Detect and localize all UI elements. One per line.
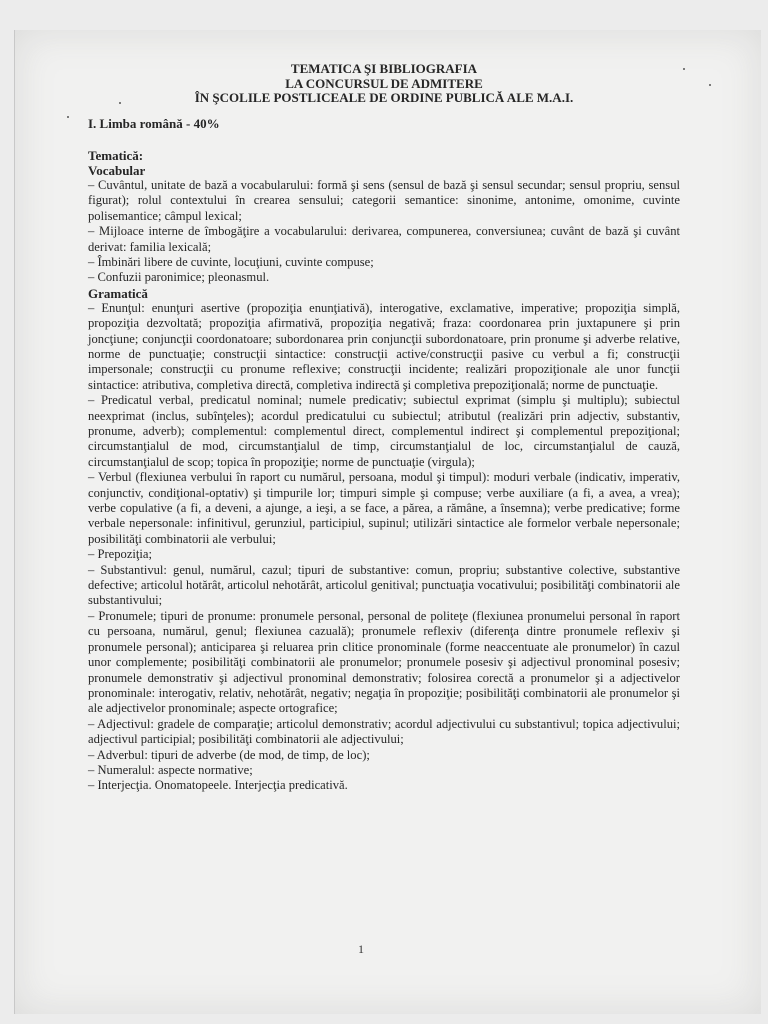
scan-speck (709, 84, 711, 86)
page-number: 1 (358, 942, 364, 956)
tematica-label: Tematică: (88, 147, 144, 163)
document-body (88, 62, 680, 794)
vocabular-item: – Confuzii paronimice; pleonasmul. (88, 270, 270, 285)
gramatica-item: – Prepoziţia; (88, 547, 153, 562)
gramatica-item: – Enunţul: enunţuri asertive (propoziţia enunţiativă), interogative, exclamative, imperative; propoziţia simplă, propoziţia dezvoltată; propoziţia afirmativă, propoziţia negativă; fraza: coordonarea prin juxtapunere şi prin joncţiune; conjuncţii coordonatoare; subordonarea prin conjuncţii subordonatoare, prin pronume şi adverbe relative, norme de punctuaţie; construcţii sintactice: construcţii active/construcţii pasive cu verbul a fi; construcţii impersonale; construcţii cu pronume reflexive; construcţii incidente; realizări propoziţionale ale unor funcţii sintactice: atributiva, completiva directă, completiva indirectă şi completiva prepoziţională; norme de punctuaţie. (88, 300, 680, 392)
vocabular-item: – Îmbinări libere de cuvinte, locuţiuni, cuvinte compuse; (88, 254, 374, 269)
gramatica-item: – Pronumele; tipuri de pronume: pronumele personal, personal de politeţe (flexiunea pronumelui personal în raport cu persoana, numărul, genul; flexiunea cazuală); pronumele reflexiv (diferenţa dintre pronumele reflexiv şi pronumele personal); anticiparea şi reluarea prin clitice pronominale (forme neaccentuate ale pronumelor) în cazul unor complemente; posibilităţi combinatorii ale pronumelor; pronumele posesiv şi adjectivul pronominal posesiv; pronumele demonstrativ şi adjectivul pronominal demonstrativ; folosirea corectă a pronumelor şi a adjectivelor pronominale: interogativ, relativ, nehotărât, negativ; negaţia în propoziţie; posibilităţi combinatorii ale pronumelor şi ale adjectivelor pronominale; aspecte ortografice; (88, 608, 680, 716)
scan-speck (683, 68, 685, 70)
gramatica-item: – Verbul (flexiunea verbului în raport cu numărul, persoana, modul şi timpul): moduri verbale (indicativ, imperativ, conjunctiv, condiţional-optativ) şi timpurile lor; timpuri simple şi compuse; verbe auxiliare (a fi, a avea, a vrea); verbe copulative (a fi, a deveni, a ajunge, a ieşi, a se face, a părea, a rămâne, a însemna); verbe predicative; forme verbale nepersonale: infinitivul, gerunziul, participiul, supinul; utilizări sintactice ale formelor verbale nepersonale; posibilităţi combinatorii ale verbului; (88, 470, 680, 546)
scan-speck (67, 116, 69, 118)
gramatica-heading: Gramatică (88, 285, 148, 301)
title-line-2: LA CONCURSUL DE ADMITERE (285, 75, 483, 91)
gramatica-item: – Predicatul verbal, predicatul nominal; numele predicativ; subiectul exprimat (simplu şi multiplu); subiectul neexprimat (inclus, subînţeles); acordul predicatului cu subiectul; atributul (realizări prin adjectiv, substantiv, pronume, adverb); complementul: complementul direct, complementul indirect şi complementul prepoziţional; circumstanţialul de mod, circumstanţialul de timp, circumstanţialul de loc, circumstanţialul de cauză, circumstanţialul de scop; topica în propoziţie; norme de punctuaţie (virgula); (88, 393, 680, 469)
title-line-1: TEMATICA ŞI BIBLIOGRAFIA (290, 61, 478, 76)
document-title (88, 62, 680, 106)
gramatica-item: – Substantivul: genul, numărul, cazul; tipuri de substantive: comun, propriu; substantive colective, substantive defective; articolul hotărât, articolul nehotărât, articolul genitival; punctuaţia vocativului; posibilităţi combinatorii ale substantivului; (88, 562, 680, 608)
vocabular-item: – Mijloace interne de îmbogăţire a vocabularului: derivarea, compunerea, conversiunea; cuvânt de bază şi cuvânt derivat: familia lexicală; (88, 224, 680, 254)
gramatica-item: – Adjectivul: gradele de comparaţie; articolul demonstrativ; acordul adjectivului cu substantivul; topica adjectivului; adjectivul participial; posibilităţi combinatorii ale adjectivului; (88, 716, 680, 747)
gramatica-item: – Adverbul: tipuri de adverbe (de mod, de timp, de loc); (88, 747, 370, 762)
gramatica-item: – Interjecţia. Onomatopeele. Interjecţia predicativă. (88, 778, 348, 793)
gramatica-item: – Numeralul: aspecte normative; (88, 762, 253, 777)
vocabular-heading: Vocabular (88, 162, 146, 178)
section-heading: I. Limba română - 40% (88, 115, 220, 131)
title-line-3: ÎN ŞCOLILE POSTLICEALE DE ORDINE PUBLICĂ ALE M.A.I. (194, 90, 574, 105)
vocabular-item: – Cuvântul, unitate de bază a vocabularului: formă şi sens (sensul de bază şi sensul secundar; sensul propriu, sensul figurat); rolul contextului în crearea sensului; categorii semantice: sinonime, antonime, omonime, cuvinte polisemantice; câmpul lexical; (88, 177, 680, 223)
